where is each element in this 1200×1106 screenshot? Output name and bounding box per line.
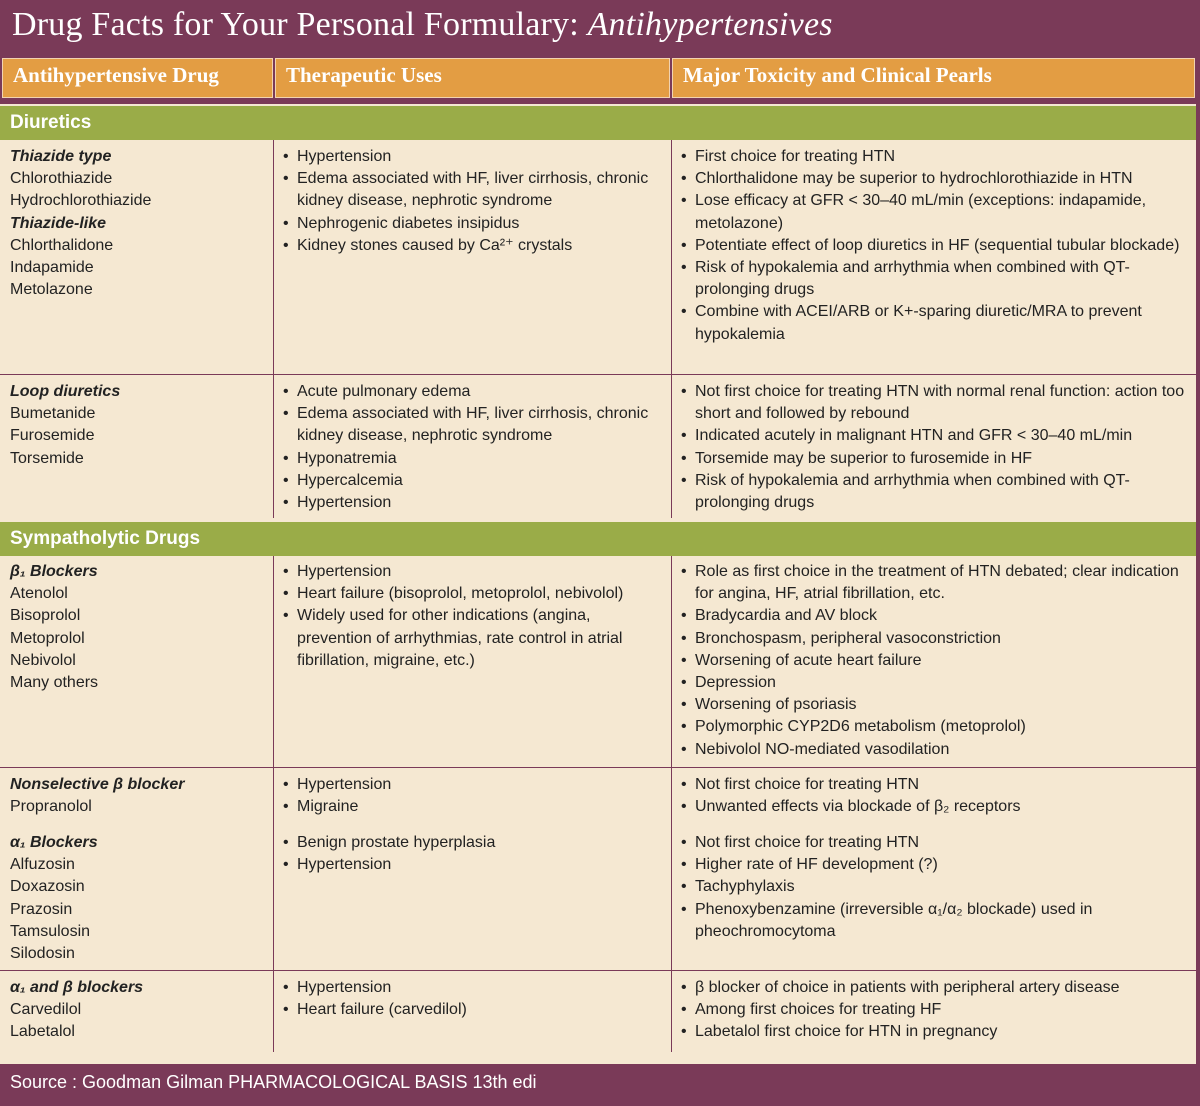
use-item: • Hypertension [282, 146, 667, 168]
row-alphabeta-tox [680, 977, 1190, 1044]
section-diuretics: Diuretics [0, 106, 1196, 140]
drug-class-title: α₁ Blockers [10, 834, 98, 851]
tox-item: • First choice for treating HTN [680, 146, 1190, 168]
tox-item: • Bradycardia and AV block [680, 605, 1190, 627]
use-item: • Benign prostate hyperplasia [282, 832, 667, 854]
use-item: • Hyponatremia [282, 448, 667, 470]
drug-name: Torsemide [10, 449, 84, 467]
drug-class-title: Thiazide-like [10, 214, 107, 232]
drug-name: Nebivolol [10, 651, 76, 669]
drug-name: Labetalol [10, 1023, 75, 1041]
row-thiazide-tox [680, 146, 1190, 346]
use-item: • Widely used for other indications (angina, prevention of arrhythmias, rate control in atrial fibrillation, migraine, etc.) [282, 605, 667, 672]
tox-item: • Torsemide may be superior to furosemide in HF [680, 448, 1190, 470]
row-thiazide-drugs [10, 146, 270, 301]
drug-name: Silodosin [10, 945, 75, 963]
row-beta1-tox [680, 561, 1190, 761]
tox-item: • Potentiate effect of loop diuretics in HF (sequential tubular blockade) [680, 235, 1190, 257]
section-sympatholytic: Sympatholytic Drugs [0, 522, 1196, 556]
row-alpha1-uses [282, 832, 667, 876]
row-divider [0, 970, 1196, 971]
drug-name: Prazosin [10, 900, 73, 918]
col-divider [273, 140, 274, 518]
use-item: • Hypertension [282, 774, 667, 796]
row-loop-uses [282, 381, 667, 514]
drug-name: Atenolol [10, 585, 68, 603]
row-loop-tox [680, 381, 1190, 514]
row-nonselective-tox [680, 774, 1190, 818]
row-nonselective-drugs [10, 774, 270, 818]
title-main: Drug Facts for Your Personal Formulary: [12, 6, 588, 43]
tox-item: • Not first choice for treating HTN with normal renal function: action too short and followed by rebound [680, 381, 1190, 425]
tox-item: • Higher rate of HF development (?) [680, 854, 1190, 876]
source-caption: Source : Goodman Gilman PHARMACOLOGICAL BASIS 13th edi [10, 1072, 537, 1092]
tox-item: • Indicated acutely in malignant HTN and GFR < 30–40 mL/min [680, 425, 1190, 447]
drug-class-title: α₁ and β blockers [10, 979, 144, 996]
drug-name: Propranolol [10, 798, 92, 816]
tox-item: • Among first choices for treating HF [680, 999, 1190, 1021]
tox-item: • Tachyphylaxis [680, 876, 1190, 898]
drug-name: Furosemide [10, 427, 95, 445]
use-item: • Nephrogenic diabetes insipidus [282, 213, 667, 235]
title-bar [0, 0, 1200, 54]
header-toxicity: Major Toxicity and Clinical Pearls [672, 58, 1195, 98]
tox-item: • β blocker of choice in patients with peripheral artery disease [680, 977, 1190, 999]
use-item: • Hypercalcemia [282, 470, 667, 492]
tox-item: • Role as first choice in the treatment of HTN debated; clear indication for angina, HF, atrial fibrillation, etc. [680, 561, 1190, 605]
row-divider [0, 767, 1196, 768]
row-nonselective-uses [282, 774, 667, 818]
tox-item: • Depression [680, 672, 1190, 694]
drug-name: Bisoprolol [10, 607, 81, 625]
row-beta1-drugs [10, 561, 270, 694]
tox-item: • Nebivolol NO-mediated vasodilation [680, 739, 1190, 761]
drug-name: Metoprolol [10, 629, 85, 647]
drug-table [0, 104, 1196, 1064]
use-item: • Kidney stones caused by Ca²⁺ crystals [282, 235, 667, 257]
row-alpha1-drugs [10, 832, 270, 965]
drug-class-title: Thiazide type [10, 148, 112, 165]
col-divider [273, 556, 274, 1052]
col-divider [671, 556, 672, 1052]
row-alphabeta-drugs [10, 977, 270, 1044]
drug-name: Many others [10, 674, 99, 692]
row-alphabeta-uses [282, 977, 667, 1021]
page-title [12, 6, 833, 44]
title-italic: Antihypertensives [587, 6, 833, 43]
use-item: • Migraine [282, 796, 667, 818]
use-item: • Hypertension [282, 854, 667, 876]
use-item: • Edema associated with HF, liver cirrhosis, chronic kidney disease, nephrotic syndrome [282, 403, 667, 447]
use-item: • Hypertension [282, 977, 667, 999]
tox-item: • Lose efficacy at GFR < 30–40 mL/min (exceptions: indapamide, metolazone) [680, 190, 1190, 234]
tox-item: • Combine with ACEI/ARB or K+-sparing diuretic/MRA to prevent hypokalemia [680, 301, 1190, 345]
tox-item: • Bronchospasm, peripheral vasoconstriction [680, 628, 1190, 650]
header-drug: Antihypertensive Drug [2, 58, 273, 98]
tox-item: • Labetalol first choice for HTN in pregnancy [680, 1021, 1190, 1043]
use-item: • Edema associated with HF, liver cirrhosis, chronic kidney disease, nephrotic syndrome [282, 168, 667, 212]
drug-class-title: Loop diuretics [10, 383, 121, 400]
use-item: • Hypertension [282, 492, 667, 514]
row-thiazide-uses [282, 146, 667, 257]
tox-item: • Worsening of psoriasis [680, 694, 1190, 716]
row-beta1-uses [282, 561, 667, 672]
tox-item: • Unwanted effects via blockade of β₂ receptors [680, 796, 1190, 818]
tox-item: • Not first choice for treating HTN [680, 832, 1190, 854]
tox-item: • Chlorthalidone may be superior to hydrochlorothiazide in HTN [680, 168, 1190, 190]
drug-name: Chlorthalidone [10, 236, 114, 254]
tox-item: • Phenoxybenzamine (irreversible α₁/α₂ blockade) used in pheochromocytoma [680, 899, 1190, 943]
use-item: • Heart failure (bisoprolol, metoprolol, nebivolol) [282, 583, 667, 605]
tox-item: • Risk of hypokalemia and arrhythmia when combined with QT-prolonging drugs [680, 470, 1190, 514]
use-item: • Hypertension [282, 561, 667, 583]
tox-item: • Worsening of acute heart failure [680, 650, 1190, 672]
drug-name: Bumetanide [10, 405, 96, 423]
drug-class-title: Nonselective β blocker [10, 776, 185, 793]
drug-class-title: β₁ Blockers [10, 563, 98, 580]
drug-name: Hydrochlorothiazide [10, 192, 152, 210]
drug-name: Carvedilol [10, 1001, 82, 1019]
drug-name: Alfuzosin [10, 856, 75, 874]
row-loop-drugs [10, 381, 270, 470]
drug-name: Doxazosin [10, 878, 85, 896]
drug-name: Indapamide [10, 259, 94, 277]
tox-item: • Not first choice for treating HTN [680, 774, 1190, 796]
use-item: • Acute pulmonary edema [282, 381, 667, 403]
drug-name: Tamsulosin [10, 922, 91, 940]
use-item: • Heart failure (carvedilol) [282, 999, 667, 1021]
tox-item: • Risk of hypokalemia and arrhythmia when combined with QT-prolonging drugs [680, 257, 1190, 301]
tox-item: • Polymorphic CYP2D6 metabolism (metoprolol) [680, 716, 1190, 738]
drug-name: Metolazone [10, 281, 93, 299]
drug-name: Chlorothiazide [10, 170, 113, 188]
col-divider [671, 140, 672, 518]
row-divider [0, 374, 1196, 375]
row-alpha1-tox [680, 832, 1190, 943]
header-uses: Therapeutic Uses [275, 58, 670, 98]
